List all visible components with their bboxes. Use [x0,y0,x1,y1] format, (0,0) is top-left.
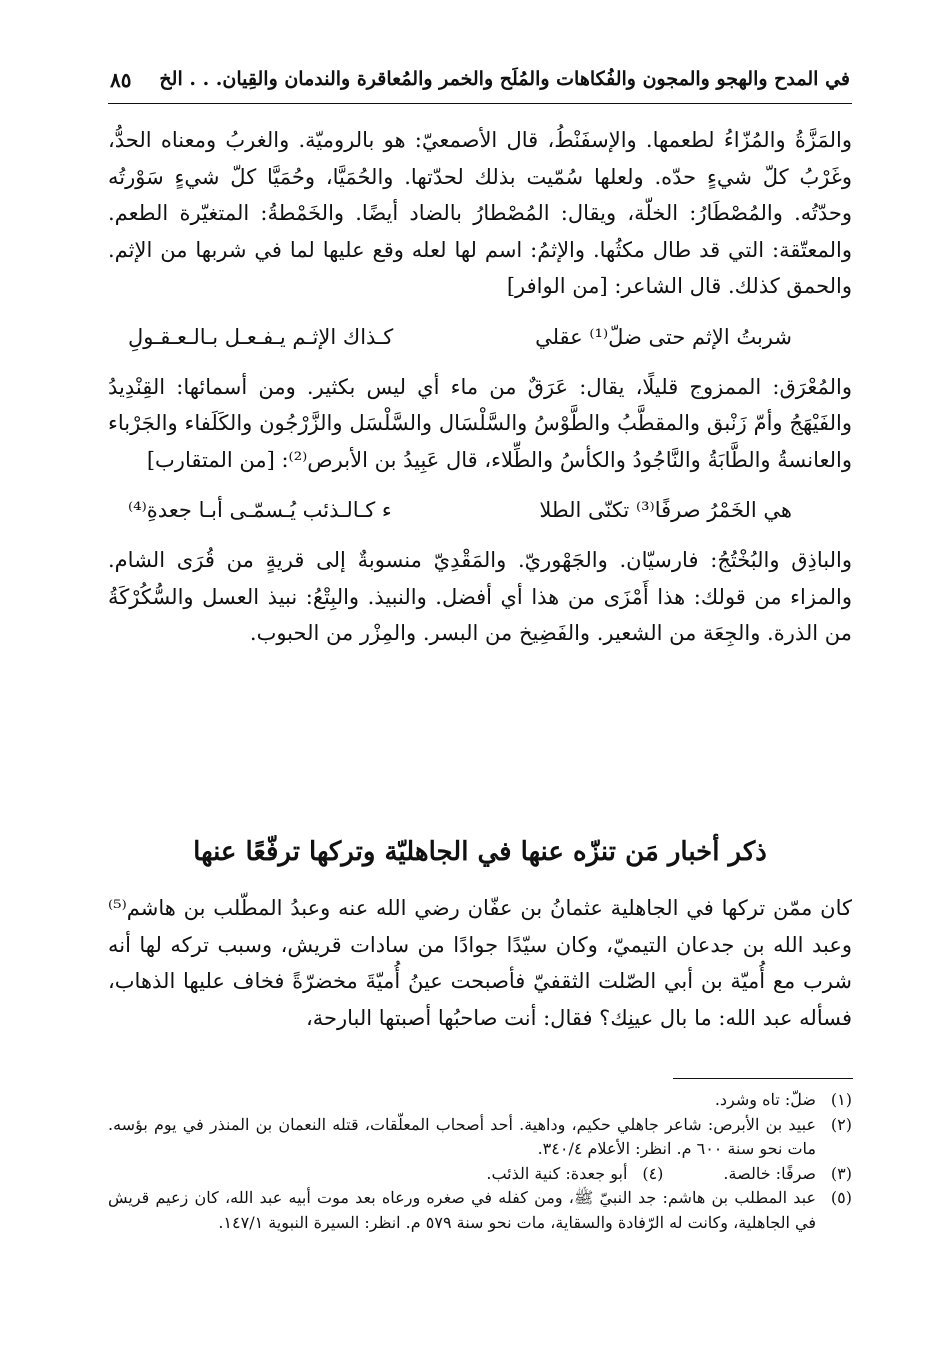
footnote-text: أبو جعدة: كنية الذئب. [486,1163,628,1183]
header-divider [108,103,852,104]
footnote-row-combined [108,1162,852,1187]
running-title: في المدح والهجو والمجون والفُكاهات والمُلَح والخمر والمُعاقرة والندمان والقِيان. . . الخ [159,68,850,90]
paragraph-wine-names-1: والمَزَّةُ والمُزّاءُ لطعمها. والإسفَنْطُ، قال الأصمعيّ: هو بالروميّة. والغربُ ومعناه الحدُّ، وغَرْبُ كلّ شيءٍ حدّه. ولعلها سُمّيت بذلك لحدّتها. والحُمَيَّا، وحُمَيَّا كلّ شيءٍ سَوْرتُه وحدّتُه. والمُصْطَارُ: الخلّة، ويقال: المُصْطارُ بالضاد أيضًا. والخَمْطةُ: المتغيّرة الطعم. والمعتّقة: التي قد طال مكثُها. والإثمُ: اسم لها لعله وقع عليها لما في شربها من الإثم. والحمق كذلك. قال الشاعر: [من الوافر] [108,128,852,298]
footnote-number: (٤) [642,1163,664,1183]
footnote-item [108,1113,852,1162]
running-header [110,68,850,102]
footnote-number: (٣) [830,1163,852,1183]
footnote-number: (١) [830,1090,852,1109]
paragraph-abstainers: كان ممّن تركها في الجاهلية عثمانُ بن عفّان رضي الله عنه وعبدُ المطّلب بن هاشم⁽⁵⁾ وعبد الله بن جدعان التيميّ، وكان سيّدًا جوادًا من سادات قريش، وسبب تركه لها أنه شرب مع أُميّة بن أبي الصّلت الثقفيّ فأصبحت عينُ أُميّةَ مخضرّةً فخاف عليها الذهاب، فسأله عبد الله: ما بال عينِك؟ فقال: أنت صاحبُها أصبتها البارحة، [108,896,852,1030]
footnote-text: صرفًا: خالصة. [723,1163,816,1183]
footnotes [108,1088,852,1235]
paragraph-wine-names-2: والمُعْرَق: الممزوج قليلًا، يقال: عَرَقٌ من ماء أي ليس بكثير. ومن أسمائها: القِنْدِيدُ والفَيْهَجُ وأمّ زَنْبق والمقطَّبُ والطَّوْسُ والسَّلْسَال والسَّلْسَل والزَّرْجُون والكَلَفاء والجَرْباء والعانسةُ والطَّابَةُ والنَّاجُودُ والكأسُ والطِّلاء، قال عَبِيدُ بن الأبرص⁽²⁾: [من المتقارب] [108,374,852,472]
footnote-divider [673,1078,853,1079]
main-text-section-1 [108,122,852,652]
verse-1-first-hemistich: شربتُ الإثم حتى ضلّ⁽¹⁾ عقلي [535,324,792,349]
main-text-section-2 [108,890,852,1036]
footnote-item [108,1088,852,1113]
verse-2-first-hemistich: هي الخَمْرُ صرفًا⁽³⁾ تكنّى الطلا [539,498,792,522]
poem-verse-2 [128,492,792,528]
footnote-item [486,1162,663,1187]
paragraph-wine-names-3: والباذِق والبُخْتُجُ: فارسيّان. والجَهْوريّ. والمَقْدِيّ منسوبةٌ إلى قريةٍ من قُرَى الشام. والمزاء من قولك: هذا أَمْزَى من هذا أي أفضل. والنبيذ. والبِتْعُ: نبيذ العسل والسُّكُرْكَةُ من الذرة. والجِعَة من الشعير. والفَضِيخ من البسر. والمِزْر من الحبوب. [108,548,852,645]
page-number: ٨٥ [110,68,132,92]
footnote-number: (٥) [830,1188,852,1207]
footnote-text: ضلّ: تاه وشرد. [714,1090,816,1109]
footnote-item [723,1162,852,1187]
verse-1-second-hemistich: كـذاك الإثـم يـفـعـل بـالـعـقـولِ [128,324,394,349]
footnote-item [108,1186,852,1235]
section-heading: ذكر أخبار مَن تنزّه عنها في الجاهليّة وتركها ترفّعًا عنها [193,837,767,867]
verse-2-second-hemistich: ء كـالـذئب يُـسمّـى أبـا جعدةِ⁽⁴⁾ [128,498,392,522]
footnote-text: عبد المطلب بن هاشم: جد النبيّ ﷺ، ومن كفله في صغره ورعاه بعد موت أبيه عبد الله، كان زعيم قريش في الجاهلية، وكانت له الرّفادة والسقاية، مات نحو سنة ٥٧٩ م. انظر: السيرة النبوية ١٤٧/١. [108,1188,816,1232]
footnote-text: عبيد بن الأبرص: شاعر جاهلي حكيم، وداهية. أحد أصحاب المعلّقات، قتله النعمان بن المنذر في يوم بؤسه. مات نحو سنة ٦٠٠ م. انظر: الأعلام ٣٤٠/٤. [108,1114,816,1158]
footnote-number: (٢) [830,1114,852,1134]
poem-verse-1 [128,319,792,355]
